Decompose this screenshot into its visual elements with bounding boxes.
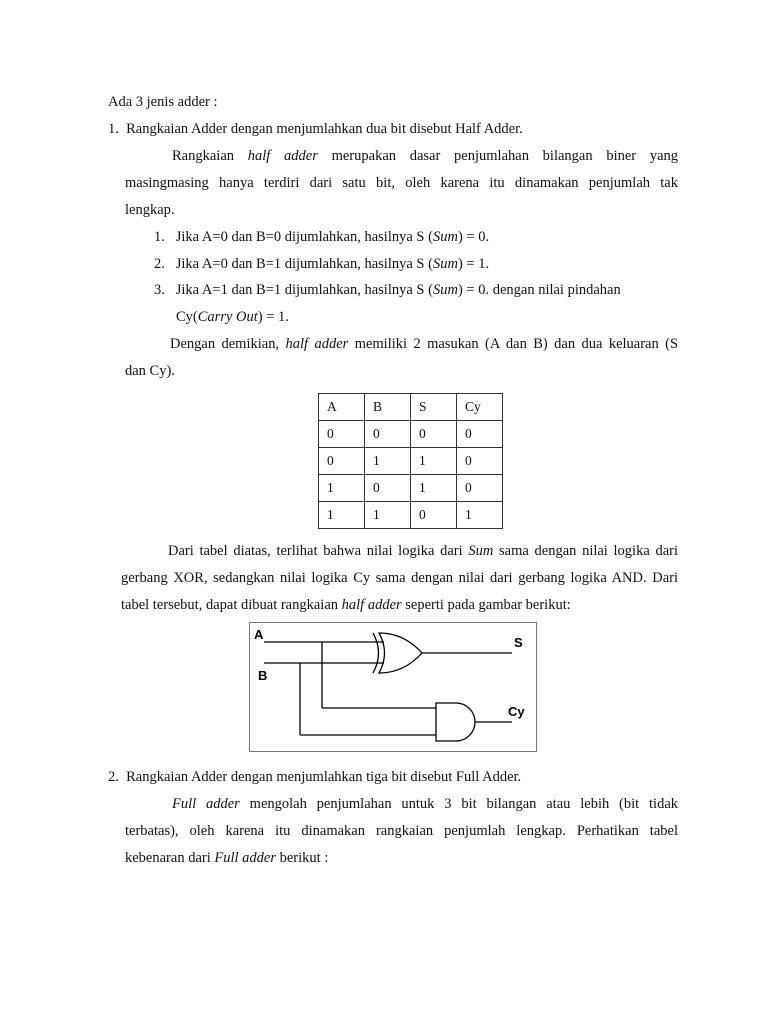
table-cell: 1 [319, 502, 365, 529]
list-number: 2. [154, 256, 165, 272]
table-cell: 0 [457, 448, 503, 475]
section2-text: berikut : [279, 850, 329, 866]
section2-para1-line3 [125, 848, 328, 868]
section2-italic-term: Full adder [214, 850, 276, 866]
section2-heading [108, 767, 521, 787]
table-cell: 0 [457, 421, 503, 448]
para3-text: seperti pada gambar berikut: [405, 597, 571, 613]
table-cell: 1 [365, 448, 411, 475]
para3-italic-term: Sum [468, 543, 494, 559]
para1-word: merupakan dasar penjumlahan bilangan biner yang [331, 148, 679, 164]
section2-italic-term: Full adder [172, 796, 240, 812]
list-italic: Carry Out [197, 309, 258, 325]
list-item-3 [154, 280, 621, 300]
table-cell: 0 [365, 421, 411, 448]
table-header-cell: S [411, 394, 457, 421]
section2-text: kebenaran dari [125, 850, 211, 866]
para2-italic-term: half adder [285, 336, 349, 352]
list-italic: Sum [432, 229, 458, 245]
para3-italic-term: half adder [341, 597, 402, 613]
table-cell: 0 [319, 421, 365, 448]
and-gate-icon [436, 703, 475, 741]
section1-number: 1. [108, 121, 119, 137]
section1-para1-line1 [172, 146, 678, 166]
list-item-2 [154, 254, 489, 274]
circuit-label-a: A [254, 627, 264, 642]
para1-word: Rangkaian [172, 148, 235, 164]
circuit-label-s: S [514, 635, 523, 650]
section1-para1-line3: lengkap. [125, 202, 175, 218]
table-row [319, 448, 503, 475]
list-item-3-continuation [176, 307, 289, 327]
list-text: Jika A=0 dan B=0 dijumlahkan, hasilnya S ( [175, 229, 433, 245]
table-header-row [319, 394, 503, 421]
intro-text: Ada 3 jenis adder : [108, 94, 218, 110]
table-header-cell: B [365, 394, 411, 421]
list-text: Jika A=0 dan B=1 dijumlahkan, hasilnya S ( [175, 256, 433, 272]
para3-text: tabel tersebut, dapat dibuat rangkaian [121, 597, 339, 613]
section1-heading [108, 119, 523, 139]
circuit-svg [250, 623, 536, 751]
table-header-cell: Cy [457, 394, 503, 421]
section2-para1-line1 [172, 794, 678, 814]
section2-number: 2. [108, 769, 119, 785]
para3-text: Dari tabel diatas, terlihat bahwa nilai logika dari [168, 543, 463, 559]
table-cell: 0 [411, 421, 457, 448]
section1-para3-line1 [168, 541, 678, 561]
list-text: ) = 1. [257, 309, 289, 325]
table-header-cell: A [319, 394, 365, 421]
list-italic: Sum [432, 282, 458, 298]
half-adder-circuit-diagram [249, 622, 537, 752]
para1-italic-term: half adder [247, 148, 318, 164]
list-text: Jika A=1 dan B=1 dijumlahkan, hasilnya S ( [175, 282, 433, 298]
table-cell: 1 [411, 448, 457, 475]
para3-text: sama dengan nilai logika dari [499, 543, 678, 559]
section2-title: Rangkaian Adder dengan menjumlahkan tiga bit disebut Full Adder. [126, 769, 522, 785]
half-adder-truth-table [318, 393, 503, 529]
table-cell: 1 [457, 502, 503, 529]
para2-text: memiliki 2 masukan (A dan B) dan dua keluaran (S [354, 336, 679, 352]
section1-para2-line2: dan Cy). [125, 363, 175, 379]
section1-para3-line2: gerbang XOR, sedangkan nilai logika Cy sama dengan nilai dari gerbang logika AND. Dari [121, 570, 678, 586]
circuit-label-b: B [258, 668, 268, 683]
section1-title: Rangkaian Adder dengan menjumlahkan dua bit disebut Half Adder. [126, 121, 523, 137]
list-item-1 [154, 227, 489, 247]
list-number: 3. [154, 282, 165, 298]
table-cell: 1 [411, 475, 457, 502]
section2-para1-line2: terbatas), oleh karena itu dinamakan rangkaian penjumlah lengkap. Perhatikan tabel [125, 823, 678, 839]
list-text: ) = 0. [457, 229, 490, 245]
list-text: ) = 0. dengan nilai pindahan [457, 282, 621, 298]
table-row [319, 502, 503, 529]
table-cell: 0 [365, 475, 411, 502]
section1-para1-line2: masingmasing hanya terdiri dari satu bit, oleh karena itu dinamakan penjumlah tak [125, 175, 678, 191]
table-row [319, 475, 503, 502]
section1-para2-line1 [170, 334, 678, 354]
xor-gate-icon [373, 633, 422, 673]
table-cell: 0 [411, 502, 457, 529]
section2-text: mengolah penjumlahan untuk 3 bit bilangan atau lebih (bit tidak [249, 796, 679, 812]
table-row [319, 421, 503, 448]
circuit-label-cy: Cy [508, 704, 525, 719]
para2-text: Dengan demikian, [170, 336, 280, 352]
table-cell: 0 [319, 448, 365, 475]
table-cell: 0 [457, 475, 503, 502]
table-cell: 1 [365, 502, 411, 529]
list-text: ) = 1. [457, 256, 490, 272]
list-text: Cy( [176, 309, 198, 325]
list-number: 1. [154, 229, 165, 245]
list-italic: Sum [432, 256, 458, 272]
table-cell: 1 [319, 475, 365, 502]
section1-para3-line3 [121, 595, 571, 615]
